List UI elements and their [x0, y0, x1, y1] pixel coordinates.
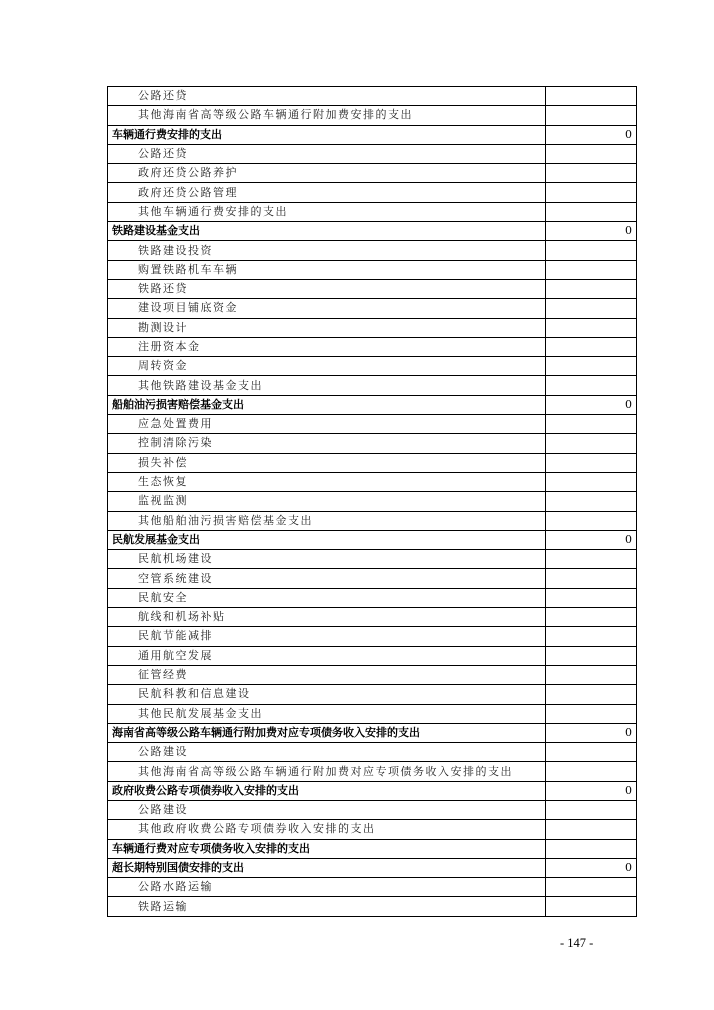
item-name-cell: 公路建设	[108, 800, 546, 819]
table-body	[108, 87, 637, 917]
amount-cell: 0	[546, 222, 637, 241]
amount-cell	[546, 627, 637, 646]
item-name-cell: 车辆通行费安排的支出	[108, 125, 546, 144]
item-name-cell: 民航科教和信息建设	[108, 685, 546, 704]
subitem-row	[108, 820, 637, 839]
amount-cell	[546, 665, 637, 684]
subitem-row	[108, 87, 637, 106]
subitem-row	[108, 106, 637, 125]
item-name-cell: 超长期特别国债安排的支出	[108, 858, 546, 877]
item-name-cell: 控制清除污染	[108, 434, 546, 453]
subitem-row	[108, 164, 637, 183]
amount-cell	[546, 608, 637, 627]
item-name-cell: 购置铁路机车车辆	[108, 260, 546, 279]
subitem-row	[108, 202, 637, 221]
amount-cell	[546, 511, 637, 530]
item-name-cell: 民航发展基金支出	[108, 530, 546, 549]
amount-cell	[546, 588, 637, 607]
amount-cell	[546, 820, 637, 839]
amount-cell	[546, 569, 637, 588]
item-name-cell: 铁路还贷	[108, 279, 546, 298]
subitem-row	[108, 415, 637, 434]
item-name-cell: 征管经费	[108, 665, 546, 684]
amount-cell	[546, 415, 637, 434]
subitem-row	[108, 453, 637, 472]
category-row	[108, 723, 637, 742]
subitem-row	[108, 492, 637, 511]
amount-cell	[546, 87, 637, 106]
amount-cell	[546, 434, 637, 453]
category-row	[108, 395, 637, 414]
amount-cell	[546, 318, 637, 337]
amount-cell: 0	[546, 858, 637, 877]
item-name-cell: 政府还贷公路管理	[108, 183, 546, 202]
subitem-row	[108, 318, 637, 337]
item-name-cell: 监视监测	[108, 492, 546, 511]
item-name-cell: 公路还贷	[108, 144, 546, 163]
amount-cell	[546, 337, 637, 356]
item-name-cell: 损失补偿	[108, 453, 546, 472]
item-name-cell: 民航节能减排	[108, 627, 546, 646]
subitem-row	[108, 665, 637, 684]
subitem-row	[108, 569, 637, 588]
subitem-row	[108, 299, 637, 318]
item-name-cell: 车辆通行费对应专项债务收入安排的支出	[108, 839, 546, 858]
item-name-cell: 其他民航发展基金支出	[108, 704, 546, 723]
amount-cell	[546, 800, 637, 819]
item-name-cell: 通用航空发展	[108, 646, 546, 665]
item-name-cell: 其他海南省高等级公路车辆通行附加费安排的支出	[108, 106, 546, 125]
amount-cell	[546, 646, 637, 665]
item-name-cell: 其他车辆通行费安排的支出	[108, 202, 546, 221]
item-name-cell: 民航安全	[108, 588, 546, 607]
page-number: - 147 -	[560, 936, 594, 950]
item-name-cell: 铁路运输	[108, 897, 546, 916]
subitem-row	[108, 144, 637, 163]
item-name-cell: 船舶油污损害赔偿基金支出	[108, 395, 546, 414]
amount-cell	[546, 685, 637, 704]
subitem-row	[108, 260, 637, 279]
category-row	[108, 858, 637, 877]
category-row	[108, 781, 637, 800]
subitem-row	[108, 434, 637, 453]
subitem-row	[108, 550, 637, 569]
item-name-cell: 海南省高等级公路车辆通行附加费对应专项债务收入安排的支出	[108, 723, 546, 742]
amount-cell	[546, 897, 637, 916]
amount-cell	[546, 472, 637, 491]
item-name-cell: 空管系统建设	[108, 569, 546, 588]
item-name-cell: 其他政府收费公路专项债券收入安排的支出	[108, 820, 546, 839]
amount-cell: 0	[546, 530, 637, 549]
subitem-row	[108, 762, 637, 781]
category-row	[108, 125, 637, 144]
subitem-row	[108, 337, 637, 356]
amount-cell	[546, 164, 637, 183]
subitem-row	[108, 878, 637, 897]
subitem-row	[108, 897, 637, 916]
category-row	[108, 530, 637, 549]
amount-cell	[546, 202, 637, 221]
item-name-cell: 勘测设计	[108, 318, 546, 337]
item-name-cell: 航线和机场补贴	[108, 608, 546, 627]
category-row	[108, 222, 637, 241]
amount-cell: 0	[546, 395, 637, 414]
amount-cell: 0	[546, 781, 637, 800]
subitem-row	[108, 743, 637, 762]
item-name-cell: 铁路建设基金支出	[108, 222, 546, 241]
amount-cell	[546, 183, 637, 202]
item-name-cell: 铁路建设投资	[108, 241, 546, 260]
item-name-cell: 其他铁路建设基金支出	[108, 376, 546, 395]
amount-cell	[546, 357, 637, 376]
item-name-cell: 民航机场建设	[108, 550, 546, 569]
subitem-row	[108, 279, 637, 298]
amount-cell	[546, 839, 637, 858]
subitem-row	[108, 357, 637, 376]
amount-cell	[546, 762, 637, 781]
subitem-row	[108, 511, 637, 530]
amount-cell	[546, 704, 637, 723]
item-name-cell: 公路还贷	[108, 87, 546, 106]
subitem-row	[108, 800, 637, 819]
subitem-row	[108, 183, 637, 202]
amount-cell: 0	[546, 723, 637, 742]
item-name-cell: 政府还贷公路养护	[108, 164, 546, 183]
amount-cell	[546, 376, 637, 395]
amount-cell	[546, 279, 637, 298]
subitem-row	[108, 376, 637, 395]
amount-cell	[546, 241, 637, 260]
amount-cell	[546, 299, 637, 318]
item-name-cell: 其他船舶油污损害赔偿基金支出	[108, 511, 546, 530]
amount-cell	[546, 453, 637, 472]
subitem-row	[108, 646, 637, 665]
amount-cell	[546, 492, 637, 511]
subitem-row	[108, 608, 637, 627]
item-name-cell: 注册资本金	[108, 337, 546, 356]
budget-table	[107, 86, 637, 917]
subitem-row	[108, 588, 637, 607]
amount-cell	[546, 743, 637, 762]
amount-cell: 0	[546, 125, 637, 144]
item-name-cell: 建设项目铺底资金	[108, 299, 546, 318]
subitem-row	[108, 704, 637, 723]
item-name-cell: 其他海南省高等级公路车辆通行附加费对应专项债务收入安排的支出	[108, 762, 546, 781]
subitem-row	[108, 627, 637, 646]
item-name-cell: 政府收费公路专项债券收入安排的支出	[108, 781, 546, 800]
item-name-cell: 应急处置费用	[108, 415, 546, 434]
item-name-cell: 公路建设	[108, 743, 546, 762]
item-name-cell: 周转资金	[108, 357, 546, 376]
amount-cell	[546, 550, 637, 569]
amount-cell	[546, 106, 637, 125]
subitem-row	[108, 472, 637, 491]
item-name-cell: 公路水路运输	[108, 878, 546, 897]
amount-cell	[546, 144, 637, 163]
item-name-cell: 生态恢复	[108, 472, 546, 491]
category-row	[108, 839, 637, 858]
subitem-row	[108, 241, 637, 260]
amount-cell	[546, 260, 637, 279]
amount-cell	[546, 878, 637, 897]
subitem-row	[108, 685, 637, 704]
